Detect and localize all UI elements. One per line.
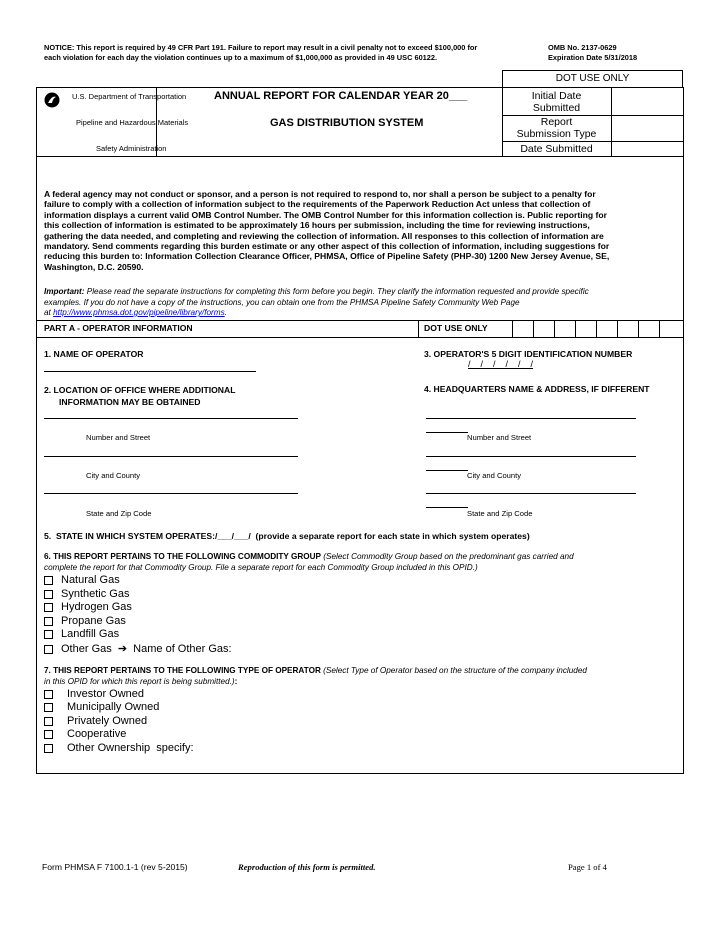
office-city-field[interactable] <box>44 456 298 457</box>
q3-label: 3. OPERATOR'S 5 DIGIT IDENTIFICATION NUMBER <box>424 349 633 359</box>
checkbox[interactable] <box>44 590 53 599</box>
burden-line: Washington, D.C. 20590. <box>44 261 144 272</box>
dot-logo-icon <box>44 92 60 108</box>
notice-line-2: each violation for each day the violation continues up to a maximum of $1,000,000 as provided in 49 USC 60122. <box>44 53 438 62</box>
report-type-field[interactable] <box>612 116 683 140</box>
dot-use-header: DOT USE ONLY <box>555 73 630 84</box>
footer-reproduction-note: Reproduction of this form is permitted. <box>238 862 376 872</box>
important-note <box>44 287 680 319</box>
option-label: Cooperative <box>67 728 127 740</box>
notice-text <box>44 43 544 63</box>
burden-line: this collection of information is estimated to be approximately 16 hours per submission, including the time for reviewing instructions, <box>44 220 590 231</box>
operator-type-municipally-owned[interactable] <box>44 701 159 713</box>
agency-admin-line-1: Pipeline and Hazardous Materials <box>76 118 189 127</box>
checkbox[interactable] <box>44 744 53 753</box>
notice-line-1: NOTICE: This report is required by 49 CFR Part 191. Failure to report may result in a civil penalty not to exceed $100,000 for <box>44 43 478 52</box>
q7-note-2: in this OPID for which this report is being submitted.) <box>44 676 235 686</box>
dot-use-digit-cells <box>512 320 684 338</box>
hq-state-line[interactable] <box>426 493 636 494</box>
checkbox[interactable] <box>44 576 53 585</box>
option-label: Privately Owned <box>67 715 148 727</box>
commodity-option-landfill-gas[interactable] <box>44 628 119 640</box>
date-submitted-label: Date Submitted <box>520 143 593 155</box>
omb-expiration: Expiration Date 5/31/2018 <box>548 53 638 62</box>
burden-line: reducing this burden to: Information Collection Clearance Officer, PHMSA, Office of Pipeline Safety (PHP-30) 1200 New Jersey Avenue, SE, <box>44 251 610 262</box>
option-label: Propane Gas <box>61 615 126 627</box>
operator-name-field[interactable] <box>44 371 256 372</box>
initial-date-line-2: Submitted <box>532 102 581 114</box>
office-street-field[interactable] <box>44 418 298 419</box>
commodity-option-synthetic-gas[interactable] <box>44 588 129 600</box>
phmsa-forms-link[interactable]: http://www.phmsa.dot.gov/pipeline/library/forms <box>53 308 225 317</box>
report-title: ANNUAL REPORT FOR CALENDAR YEAR 20___ <box>214 90 468 102</box>
option-label: Natural Gas <box>61 574 120 586</box>
omb-number: OMB No. 2137-0629 <box>548 43 617 52</box>
commodity-option-hydrogen-gas[interactable] <box>44 601 132 613</box>
q4-label: 4. HEADQUARTERS NAME & ADDRESS, IF DIFFERENT <box>424 384 650 394</box>
office-city-label: City and County <box>86 471 141 480</box>
checkbox[interactable] <box>44 603 53 612</box>
q7-heading <box>44 666 684 687</box>
divider <box>418 320 419 338</box>
part-a-header: PART A - OPERATOR INFORMATION <box>44 323 193 333</box>
hq-street-label: Number and Street <box>467 433 532 442</box>
q7-note-1: (Select Type of Operator based on the structure of the company included <box>320 666 587 675</box>
important-label: Important: <box>44 287 85 296</box>
hq-name-field[interactable] <box>426 418 636 419</box>
hq-city-label: City and County <box>467 471 522 480</box>
report-type-label <box>502 116 611 140</box>
hq-state-zip-label: State and Zip Code <box>467 509 533 518</box>
checkbox[interactable] <box>44 717 53 726</box>
commodity-option-propane-gas[interactable] <box>44 615 126 627</box>
burden-statement <box>44 189 680 272</box>
part-a-dot-use: DOT USE ONLY <box>424 323 488 333</box>
q7-colon: : <box>234 676 238 686</box>
option-label: Investor Owned <box>67 688 145 700</box>
option-label: Synthetic Gas <box>61 588 130 600</box>
operator-type-other[interactable] <box>44 742 194 754</box>
commodity-option-other-gas[interactable] <box>44 642 232 655</box>
option-label: Landfill Gas <box>61 628 120 640</box>
hq-street-field[interactable] <box>426 432 468 433</box>
q5-note: (provide a separate report for each state in which system operates) <box>250 531 530 541</box>
agency-admin-line-2: Safety Administration <box>96 144 167 153</box>
q6-note-1: (Select Commodity Group based on the predominant gas carried and <box>321 552 574 561</box>
burden-line: A federal agency may not conduct or sponsor, and a person is not required to respond to, nor shall a person be subject to a penalty for <box>44 189 596 199</box>
report-type-line-1: Report <box>540 116 573 128</box>
burden-line: gathering the data needed, and completing and reviewing the collection of information. All responses to this collection of information are <box>44 230 604 241</box>
q2-label-line-1: 2. LOCATION OF OFFICE WHERE ADDITIONAL <box>44 385 236 395</box>
checkbox[interactable] <box>44 703 53 712</box>
initial-date-label <box>502 90 611 114</box>
hq-city-field[interactable] <box>426 470 468 471</box>
initial-date-field[interactable] <box>612 88 683 114</box>
commodity-option-natural-gas[interactable] <box>44 574 120 586</box>
checkbox[interactable] <box>44 630 53 639</box>
important-line-1: Please read the separate instructions for completing this form before you begin. They clarify the information requested and provide specific <box>84 287 589 296</box>
office-street-label: Number and Street <box>86 433 151 442</box>
option-label: Other Ownership specify: <box>67 742 194 754</box>
checkbox[interactable] <box>44 617 53 626</box>
q5-label: 5. STATE IN WHICH SYSTEM OPERATES: <box>44 531 215 541</box>
office-state-zip-label: State and Zip Code <box>86 509 152 518</box>
burden-line: failure to comply with a collection of information subject to the requirements of the Paperwork Reduction Act unless that collection of <box>44 199 591 210</box>
office-state-zip-field[interactable] <box>44 493 298 494</box>
q2-label-line-2: INFORMATION MAY BE OBTAINED <box>59 397 201 407</box>
option-label: Hydrogen Gas <box>61 601 132 613</box>
state-field[interactable]: /___/___/ <box>214 531 251 541</box>
checkbox[interactable] <box>44 645 53 654</box>
burden-line: mandatory. Send comments regarding this burden estimate or any other aspect of this collection of information, including suggestions for <box>44 241 610 252</box>
q6-note-2: complete the report for that Commodity Group. File a separate report for each Commodity Group included in this OPID.) <box>44 562 478 572</box>
report-type-line-2: Submission Type <box>516 128 597 140</box>
q6-label: 6. THIS REPORT PERTAINS TO THE FOLLOWING COMMODITY GROUP <box>44 552 322 561</box>
q5-row <box>44 531 530 541</box>
operator-type-privately-owned[interactable] <box>44 715 147 727</box>
important-line-3-prefix: at <box>44 308 54 317</box>
important-line-3-suffix: . <box>224 308 227 317</box>
agency-dept: U.S. Department of Transportation <box>72 92 187 101</box>
initial-date-line-1: Initial Date <box>531 90 582 102</box>
date-submitted-field[interactable] <box>612 142 683 156</box>
important-line-2: examples. If you do not have a copy of the instructions, you can obtain one from the PHMSA Pipeline Safety Community Web Page <box>44 297 520 307</box>
operator-id-field[interactable]: / / / / / / <box>468 359 534 369</box>
q2-label <box>44 384 235 408</box>
report-subtitle: GAS DISTRIBUTION SYSTEM <box>270 117 424 129</box>
hq-state-zip-field[interactable] <box>426 507 468 508</box>
footer-form-number: Form PHMSA F 7100.1-1 (rev 5-2015) <box>42 862 188 872</box>
option-label: Other Gas ➔ Name of Other Gas: <box>61 643 232 655</box>
burden-line: information displays a current valid OMB Control Number. The OMB Control Number for this information collection is. Public reporting for <box>44 209 607 220</box>
q1-label: 1. NAME OF OPERATOR <box>44 349 144 359</box>
option-label: Municipally Owned <box>67 701 160 713</box>
footer-page-number: Page 1 of 4 <box>568 862 607 872</box>
omb-info <box>548 43 637 63</box>
hq-city-line[interactable] <box>426 456 636 457</box>
q7-label: 7. THIS REPORT PERTAINS TO THE FOLLOWING TYPE OF OPERATOR <box>44 666 321 675</box>
operator-type-investor-owned[interactable] <box>44 688 144 700</box>
q6-heading <box>44 552 684 573</box>
checkbox[interactable] <box>44 690 53 699</box>
checkbox[interactable] <box>44 730 53 739</box>
operator-type-cooperative[interactable] <box>44 728 126 740</box>
dot-use-header-box <box>502 70 683 88</box>
